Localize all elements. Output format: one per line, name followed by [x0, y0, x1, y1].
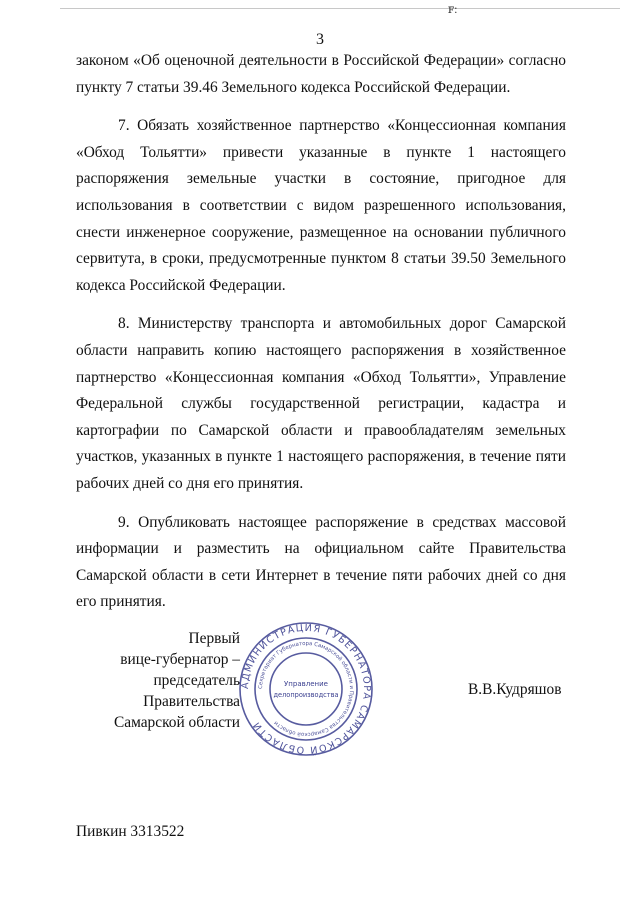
- paragraph-item-8: 8. Министерству транспорта и автомобильных дорог Самарской области направить копию настоящего распоряжения в хозяйственное партнерство «Концессионная компания «Обход Тольятти», Управление Федеральной службы государственной регистрации, кадастра и картографии по Самарской области и правообладателям земельных участков, указанных в пункте 1 настоящего распоряжения, в течение пяти рабочих дней со дня его принятия.: [76, 315, 566, 492]
- signatory-title-line: председатель Правительства: [143, 672, 240, 710]
- paragraph-item-9: 9. Опубликовать настоящее распоряжение в средствах массовой информации и разместить на официальном сайте Правительства Самарской области в сети Интернет в течение пяти рабочих дней со дня его принятия.: [76, 513, 566, 611]
- signatory-title: [60, 628, 240, 733]
- paragraph-continuation: законом «Об оценочной деятельности в Российской Федерации» согласно пункту 7 статьи 39.46 Земельного кодекса Российской Федерации.: [76, 52, 566, 96]
- official-stamp: [237, 620, 375, 758]
- signatory-title-line: вице-губернатор –: [120, 651, 240, 668]
- stamp-inner-text: Секретариат Губернатора Самарской области и Правительства Самарской области: [257, 640, 355, 738]
- top-border-line: [60, 8, 620, 9]
- stamp-center-line-1: Управление: [284, 680, 328, 688]
- executor-footer: Пивкин 3313522: [76, 823, 185, 840]
- paragraph-item-7: 7. Обязать хозяйственное партнерство «Концессионная компания «Обход Тольятти» привести указанные в пункте 1 настоящего распоряжения земельные участки в состояние, пригодное для использования в соответствии с видом разрешенного использования, снести инженерное сооружение, размещенное на основании публичного сервитута, в сроки, предусмотренные пунктом 8 статьи 39.50 Земельного кодекса Российской Федерации.: [76, 117, 566, 294]
- signatory-title-line: Самарской области: [113, 714, 240, 731]
- signatory-title-line: Первый: [188, 630, 240, 647]
- scan-mark: ꜰ:: [448, 2, 458, 16]
- stamp-outer-text: АДМИНИСТРАЦИЯ ГУБЕРНАТОРА САМАРСКОЙ ОБЛАСТИ: [239, 622, 373, 756]
- stamp-center-line-2: делопроизводства: [273, 691, 339, 699]
- signatory-name: В.В.Кудряшов: [468, 681, 562, 698]
- page-number: 3: [316, 31, 324, 48]
- document-body: [76, 48, 566, 628]
